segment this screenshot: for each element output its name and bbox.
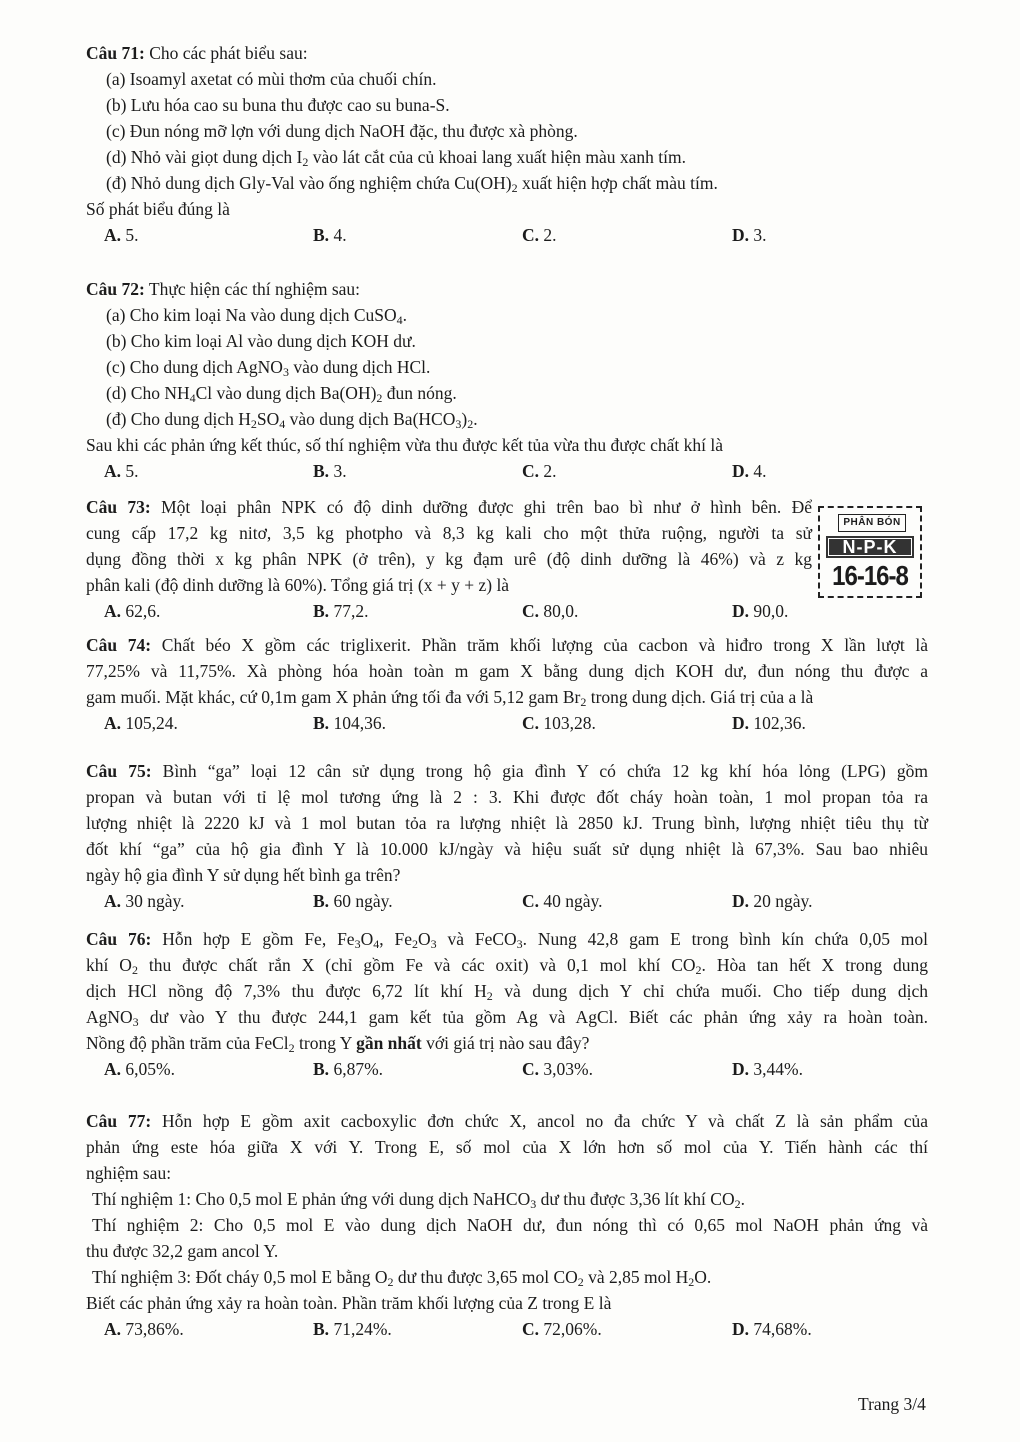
question-75 — [86, 758, 928, 914]
experiment-dd: (đ) Cho dung dịch $H_2SO_4$ vào dung dịch $Ba(HCO_3)_2$. — [106, 409, 478, 431]
option-a[interactable]: A. 5. — [104, 225, 139, 245]
option-a[interactable]: A. 62,6. — [104, 601, 161, 621]
question-prompt: Số phát biểu đúng là — [86, 199, 230, 219]
question-prompt: Sau khi các phản ứng kết thúc, số thí nghiệm vừa thu được kết tủa vừa thu được chất khí là — [86, 435, 723, 455]
question-text-line: lượng nhiệt là 2220 kJ và 1 mol butan tỏa ra lượng nhiệt là 2850 kJ. Trung bình, lượng nhiệt tiêu thụ từ — [86, 813, 928, 833]
statement-dd: (đ) Nhỏ dung dịch Gly-Val vào ống nghiệm chứa $Cu(OH)_2$ xuất hiện hợp chất màu tím. — [106, 173, 718, 195]
option-d[interactable]: D. 3,44%. — [732, 1059, 803, 1079]
question-text-line: Câu 73: Một loại phân NPK có độ dinh dưỡng được ghi trên bao bì như ở hình bên. Để — [86, 497, 812, 517]
question-72 — [86, 276, 928, 484]
npk-tag: PHÂN BÓN — [838, 514, 906, 532]
experiment-2: Thí nghiệm 2: Cho 0,5 mol E vào dung dịch NaOH dư, đun nóng thì có 0,65 mol NaOH phản ứng và — [92, 1215, 928, 1235]
question-stem: Cho các phát biểu sau: — [149, 43, 308, 63]
option-d[interactable]: D. 4. — [732, 461, 767, 481]
option-c[interactable]: C. 2. — [522, 225, 557, 245]
option-d[interactable]: D. 3. — [732, 225, 767, 245]
answer-options — [86, 710, 928, 736]
answer-options — [86, 458, 928, 484]
option-d[interactable]: D. 90,0. — [732, 601, 789, 621]
option-d[interactable]: D. 102,36. — [732, 713, 806, 733]
option-a[interactable]: A. 30 ngày. — [104, 891, 185, 911]
question-text-line: nghiệm sau: — [86, 1163, 172, 1183]
question-text-line: Câu 77: Hỗn hợp E gồm axit cacboxylic đơn chức X, ancol no đa chức Y và chất Z là sản phẩm của — [86, 1111, 929, 1131]
answer-options — [86, 222, 928, 248]
question-prompt: Biết các phản ứng xảy ra hoàn toàn. Phần trăm khối lượng của Z trong E là — [86, 1293, 612, 1313]
question-text-line: Câu 75: Bình “ga” loại 12 cân sử dụng trong hộ gia đình Y có chứa 12 kg khí hóa lỏng (LPG) gồm — [86, 761, 928, 781]
question-text-line: propan và butan với tỉ lệ mol tương ứng là 2 : 3. Khi được đốt cháy hoàn toàn, 1 mol propan tỏa ra — [86, 787, 928, 807]
statement-c: (c) Đun nóng mỡ lợn với dung dịch NaOH đặc, thu được xà phòng. — [106, 121, 578, 141]
experiment-1: Thí nghiệm 1: Cho 0,5 mol E phản ứng với dung dịch NaHCO$_3$ dư thu được 3,36 lít khí $CO_2$. — [92, 1189, 745, 1211]
question-text-line: Câu 74: Chất béo X gồm các triglixerit. Phần trăm khối lượng của cacbon và hiđro trong X lần lượt là — [86, 635, 929, 655]
option-a[interactable]: A. 5. — [104, 461, 139, 481]
question-text-line: dịch HCl nồng độ 7,3% thu được 6,72 lít khí $H_2$ và dung dịch Y chỉ chứa muối. Cho tiếp dung dịch — [86, 981, 928, 1003]
option-b[interactable]: B. 77,2. — [313, 601, 369, 621]
option-c[interactable]: C. 40 ngày. — [522, 891, 603, 911]
statement-a: (a) Isoamyl axetat có mùi thơm của chuối chín. — [106, 69, 437, 89]
question-text-line: gam muối. Mặt khác, cứ 0,1m gam X phản ứng tối đa với 5,12 gam $Br_2$ trong dung dịch. Giá trị của a là — [86, 687, 814, 709]
option-b[interactable]: B. 4. — [313, 225, 347, 245]
option-a[interactable]: A. 73,86%. — [104, 1319, 184, 1339]
option-a[interactable]: A. 105,24. — [104, 713, 178, 733]
option-b[interactable]: B. 60 ngày. — [313, 891, 393, 911]
question-74 — [86, 632, 928, 736]
question-text-line: đốt khí “ga” của hộ gia đình Y là 10.000 kJ/ngày và hiệu suất sử dụng nhiệt là 67,3%. Sau bao nhiêu — [86, 839, 928, 859]
option-b[interactable]: B. 6,87%. — [313, 1059, 384, 1079]
statement-d: (d) Nhỏ vài giọt dung dịch $I_2$ vào lát cắt của củ khoai lang xuất hiện màu xanh tím. — [106, 147, 686, 169]
answer-options — [86, 598, 928, 624]
option-c[interactable]: C. 72,06%. — [522, 1319, 602, 1339]
experiment-d: (d) Cho $NH_4Cl$ vào dung dịch $Ba(OH)_2$ đun nóng. — [106, 383, 457, 405]
question-76 — [86, 926, 928, 1082]
experiment-c: (c) Cho dung dịch AgNO$_3$ vào dung dịch HCl. — [106, 357, 431, 379]
option-c[interactable]: C. 2. — [522, 461, 557, 481]
question-text-line: phân kali (độ dinh dưỡng là 60%). Tổng giá trị (x + y + z) là — [86, 575, 510, 595]
question-stem: Thực hiện các thí nghiệm sau: — [148, 279, 361, 299]
option-a[interactable]: A. 6,05%. — [104, 1059, 175, 1079]
question-text-line: cung cấp 17,2 kg nitơ, 3,5 kg photpho và 8,3 kg kali cho một thửa ruộng, người ta sử — [86, 523, 812, 543]
option-d[interactable]: D. 74,68%. — [732, 1319, 812, 1339]
option-c[interactable]: C. 80,0. — [522, 601, 579, 621]
question-label: Câu 71: — [86, 43, 145, 63]
question-77 — [86, 1108, 928, 1342]
experiment-3: Thí nghiệm 3: Đốt cháy 0,5 mol E bằng $O_2$ dư thu được 3,65 mol $CO_2$ và 2,85 mol $H_2O$. — [92, 1267, 712, 1289]
question-label: Câu 72: — [86, 279, 145, 299]
experiment-2-cont: thu được 32,2 gam ancol Y. — [86, 1241, 279, 1261]
question-73 — [86, 494, 812, 624]
option-b[interactable]: B. 104,36. — [313, 713, 386, 733]
question-text-line: 77,25% và 11,75%. Xà phòng hóa hoàn toàn m gam X bằng dung dịch KOH dư, đun nóng thu được a — [86, 661, 928, 681]
statement-b: (b) Lưu hóa cao su buna thu được cao su buna-S. — [106, 95, 450, 115]
answer-options — [86, 1056, 928, 1082]
option-b[interactable]: B. 71,24%. — [313, 1319, 392, 1339]
question-text-line: Câu 76: Hỗn hợp E gồm Fe, $Fe_3O_4$, $Fe_2O_3$ và FeCO$_3$. Nung 42,8 gam E trong bình kín chứa 0,05 mol — [86, 929, 929, 951]
question-text-line: ngày hộ gia đình Y sử dụng hết bình ga trên? — [86, 865, 401, 885]
option-c[interactable]: C. 3,03%. — [522, 1059, 593, 1079]
question-text-line: dụng đồng thời x kg phân NPK (ở trên), y kg đạm urê (độ dinh dưỡng là 46%) và z kg — [86, 549, 812, 569]
answer-options — [86, 1316, 928, 1342]
question-text-line: khí $O_2$ thu được chất rắn X (chỉ gồm Fe và các oxit) và 0,1 mol khí $CO_2$. Hòa tan hết X trong dung — [86, 955, 928, 977]
question-71 — [86, 40, 928, 248]
option-d[interactable]: D. 20 ngày. — [732, 891, 813, 911]
experiment-a: (a) Cho kim loại Na vào dung dịch CuSO$_4$. — [106, 305, 408, 327]
answer-options — [86, 888, 928, 914]
question-text-line: Nồng độ phần trăm của FeCl$_2$ trong Y gần nhất với giá trị nào sau đây? — [86, 1033, 590, 1055]
option-c[interactable]: C. 103,28. — [522, 713, 596, 733]
npk-name: N-P-K — [826, 536, 914, 558]
option-b[interactable]: B. 3. — [313, 461, 347, 481]
experiment-b: (b) Cho kim loại Al vào dung dịch KOH dư. — [106, 331, 416, 351]
npk-ratio: 16-16-8 — [832, 560, 908, 592]
question-text-line: phản ứng este hóa giữa X với Y. Trong E, số mol của X lớn hơn số mol của Y. Tiến hành các thí — [86, 1137, 928, 1157]
question-text-line: AgNO$_3$ dư vào Y thu được 244,1 gam kết tủa gồm Ag và AgCl. Biết các phản ứng xảy ra hoàn toàn. — [86, 1007, 928, 1029]
npk-fertilizer-label — [818, 506, 922, 598]
page-number: Trang 3/4 — [858, 1394, 926, 1414]
